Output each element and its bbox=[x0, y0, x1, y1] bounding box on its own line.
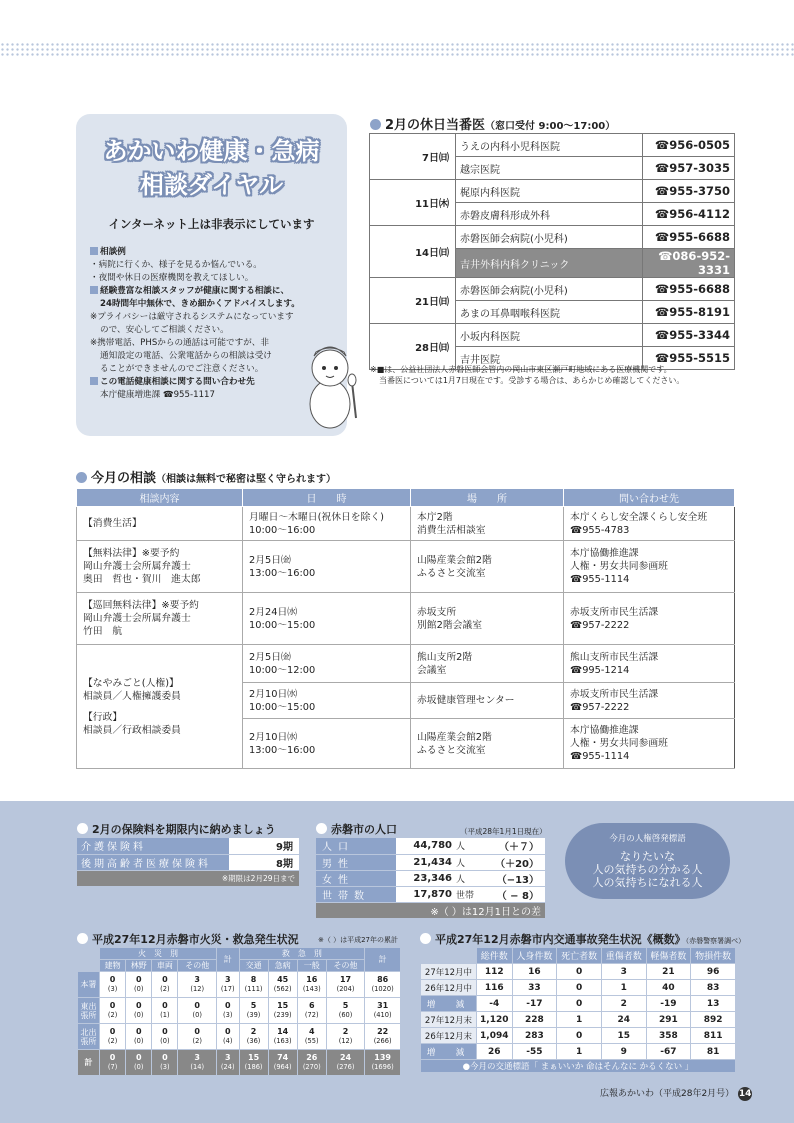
slogan-line: なりたいな bbox=[620, 850, 675, 863]
table-cell: 2 (36) bbox=[239, 1024, 268, 1050]
column-header: 場 所 bbox=[411, 489, 564, 507]
table-cell: 13 bbox=[691, 996, 736, 1012]
table-cell: ☎955-3750 bbox=[643, 180, 735, 203]
table-cell: 赤磐皮膚科形成外科 bbox=[456, 203, 643, 226]
table-cell: 3 (24) bbox=[216, 1050, 239, 1076]
table-cell: 0 (0) bbox=[126, 1024, 152, 1050]
column-header bbox=[78, 948, 100, 972]
table-row bbox=[421, 1028, 736, 1044]
table-cell: 27年12月中 bbox=[421, 964, 477, 980]
column-header: 相談内容 bbox=[77, 489, 243, 507]
table-cell: -4 bbox=[477, 996, 513, 1012]
consult-table bbox=[76, 488, 735, 769]
table-cell: （−13） bbox=[480, 870, 545, 886]
table-cell: 14 (163) bbox=[268, 1024, 297, 1050]
table-cell: 本庁くらし安全課くらし安全班 ☎955-4783 bbox=[564, 507, 735, 541]
privacy-note: ので、安心してご相談ください。 bbox=[100, 325, 229, 335]
table-cell: -67 bbox=[646, 1044, 691, 1060]
table-cell: 熊山支所市民生活課 ☎995-1214 bbox=[564, 645, 735, 683]
round-bullet-icon bbox=[76, 472, 87, 483]
table-row bbox=[77, 838, 299, 854]
table-cell: 0 (0) bbox=[126, 998, 152, 1024]
table-cell: 吉井医院 bbox=[456, 347, 643, 370]
table-cell: ☎955-6688 bbox=[643, 278, 735, 301]
consult-title: 今月の相談（相談は無料で秘密は堅く守られます） bbox=[76, 467, 336, 486]
table-cell: 2月10日㈬ 13:00〜16:00 bbox=[243, 719, 411, 769]
example-item: ・病院に行くか、様子を見るか悩んでいる。 bbox=[90, 260, 262, 270]
table-cell: 越宗医院 bbox=[456, 157, 643, 180]
table-row bbox=[421, 964, 736, 980]
table-cell: 人 bbox=[456, 854, 480, 870]
table-cell: 本署 bbox=[78, 972, 100, 998]
column-header: 計 bbox=[365, 948, 401, 972]
table-cell: 人 bbox=[456, 838, 480, 854]
column-header: 林野 bbox=[126, 960, 152, 972]
column-header: 人身件数 bbox=[512, 948, 557, 964]
round-bullet-icon bbox=[420, 933, 431, 944]
table-cell: 0 (0) bbox=[126, 1050, 152, 1076]
table-cell: 0 (2) bbox=[178, 1024, 216, 1050]
table-cell: 0 (0) bbox=[126, 972, 152, 998]
insurance-deadline-note: ※期限は2月29日まで bbox=[77, 870, 299, 886]
table-row bbox=[77, 854, 299, 870]
table-cell: 6 (72) bbox=[297, 998, 326, 1024]
table-cell: 赤磐医師会病院(小児科) bbox=[456, 226, 643, 249]
table-row bbox=[77, 645, 735, 683]
dial-title-line2: 相談ダイヤル bbox=[139, 171, 284, 199]
table-cell: 1,120 bbox=[477, 1012, 513, 1028]
table-cell: 1 bbox=[557, 1012, 602, 1028]
table-cell: 116 bbox=[477, 980, 513, 996]
table-cell: 0 (3) bbox=[152, 1050, 178, 1076]
table-cell: 1 bbox=[557, 1044, 602, 1060]
table-cell: あまの耳鼻咽喉科医院 bbox=[456, 301, 643, 324]
table-cell: 83 bbox=[691, 980, 736, 996]
table-cell: ☎086-952-3331 bbox=[643, 249, 735, 278]
table-cell: 2月5日㈮ 13:00〜16:00 bbox=[243, 541, 411, 593]
column-header bbox=[421, 948, 477, 964]
table-cell: 計 bbox=[78, 1050, 100, 1076]
population-title: 赤磐市の人口 bbox=[316, 821, 397, 837]
table-cell: 東出張所 bbox=[78, 998, 100, 1024]
column-header: 日 時 bbox=[243, 489, 411, 507]
slogan-line: 人の気持ちの分かる人 bbox=[592, 863, 703, 876]
table-cell: 山陽産業会館2階 ふるさと交流室 bbox=[411, 541, 564, 593]
table-cell: 86 (1020) bbox=[365, 972, 401, 998]
page-number: 14 bbox=[738, 1089, 752, 1099]
table-cell: ☎955-5515 bbox=[643, 347, 735, 370]
table-cell: ☎956-4112 bbox=[643, 203, 735, 226]
table-cell: 4 (55) bbox=[297, 1024, 326, 1050]
table-cell: 増 減 bbox=[421, 996, 477, 1012]
table-cell: 【なやみごと(人権)】 相談員／人権擁護委員 【行政】 相談員／行政相談委員 bbox=[77, 645, 243, 769]
table-cell: ☎957-3035 bbox=[643, 157, 735, 180]
column-header: 急病 bbox=[268, 960, 297, 972]
column-header: 救 急 別 bbox=[239, 948, 365, 960]
table-cell: 赤磐医師会病院(小児科) bbox=[456, 278, 643, 301]
table-cell: 24 bbox=[601, 1012, 646, 1028]
column-header: 総件数 bbox=[477, 948, 513, 964]
table-cell: 【巡回無料法律】※要予約 岡山弁護士会所属弁護士 竹田 航 bbox=[77, 593, 243, 645]
square-bullet-icon bbox=[90, 286, 98, 294]
fire-emergency-table bbox=[77, 947, 401, 1076]
table-row bbox=[370, 226, 735, 249]
holiday-notes: ※■は、公益社団法人赤磐医師会管内の岡山市東区瀬戸町地域にある医療機関です。 当番医については1月7日現在です。受診する場合は、あらかじめ確認してください。 bbox=[370, 365, 685, 385]
table-cell: 0 bbox=[557, 1028, 602, 1044]
table-cell: 22 (266) bbox=[365, 1024, 401, 1050]
table-cell: 26年12月中 bbox=[421, 980, 477, 996]
table-cell: 熊山支所2階 会議室 bbox=[411, 645, 564, 683]
table-cell: 0 (2) bbox=[100, 1024, 126, 1050]
table-cell: 2 (12) bbox=[326, 1024, 364, 1050]
table-cell: 45 (562) bbox=[268, 972, 297, 998]
insurance-title: 2月の保険料を期限内に納めましょう bbox=[77, 821, 276, 837]
table-cell: 21,434 bbox=[396, 854, 456, 870]
human-rights-slogan bbox=[565, 823, 730, 899]
square-bullet-icon bbox=[90, 247, 98, 255]
population-table bbox=[316, 838, 545, 919]
table-cell: 11日㈭ bbox=[370, 180, 456, 226]
table-cell: （＋７） bbox=[480, 838, 545, 854]
round-bullet-icon bbox=[370, 119, 381, 130]
table-cell: 8 (111) bbox=[239, 972, 268, 998]
fire-note: ※（ ）は平成27年の累計 bbox=[318, 936, 398, 944]
table-cell: 2月24日㈬ 10:00〜15:00 bbox=[243, 593, 411, 645]
table-cell: うえの内科小児科医院 bbox=[456, 134, 643, 157]
table-cell: 赤坂健康管理センター bbox=[411, 683, 564, 719]
table-cell: 本庁協働推進課 人権・男女共同参画班 ☎955-1114 bbox=[564, 719, 735, 769]
table-cell: 0 (2) bbox=[100, 998, 126, 1024]
consult-subtitle: （相談は無料で秘密は堅く守られます） bbox=[156, 474, 337, 485]
table-cell: 23,346 bbox=[396, 870, 456, 886]
population-diff-note: ※（ ）は12月1日との差 bbox=[316, 902, 545, 918]
table-cell: 21 bbox=[646, 964, 691, 980]
table-cell: 3 (14) bbox=[178, 1050, 216, 1076]
table-cell: 3 (17) bbox=[216, 972, 239, 998]
table-cell: -17 bbox=[512, 996, 557, 1012]
examples-heading: 相談例 bbox=[100, 247, 126, 257]
mobile-note: ることができませんのでご注意ください。 bbox=[100, 364, 264, 374]
column-header: 火 災 別 bbox=[100, 948, 217, 960]
table-cell: 40 bbox=[646, 980, 691, 996]
table-cell: 介護保険料 bbox=[77, 838, 229, 854]
table-cell: 5 (39) bbox=[239, 998, 268, 1024]
traffic-slogan: ●今月の交通標語「 まぁいいか 命はそんなに かるくない 」 bbox=[421, 1060, 736, 1073]
table-row bbox=[370, 278, 735, 301]
table-cell: 27年12月末 bbox=[421, 1012, 477, 1028]
table-cell: ☎956-0505 bbox=[643, 134, 735, 157]
table-cell: 14日㈰ bbox=[370, 226, 456, 278]
table-cell: 男性 bbox=[316, 854, 396, 870]
table-cell: 増 減 bbox=[421, 1044, 477, 1060]
slogan-heading: 今月の人権啓発標語 bbox=[609, 834, 686, 844]
table-cell: 26 (270) bbox=[297, 1050, 326, 1076]
population-asof: （平成28年1月1日現在） bbox=[460, 827, 547, 836]
square-bullet-icon bbox=[90, 377, 98, 385]
table-cell: ☎955-6688 bbox=[643, 226, 735, 249]
table-cell: （＋20） bbox=[480, 854, 545, 870]
column-header: 物損件数 bbox=[691, 948, 736, 964]
table-cell: 吉井外科内科クリニック bbox=[456, 249, 643, 278]
traffic-source: （赤磐警察署調べ） bbox=[685, 937, 746, 945]
table-cell: 人口 bbox=[316, 838, 396, 854]
table-row bbox=[78, 1050, 401, 1076]
column-header: その他 bbox=[178, 960, 216, 972]
column-header: 建物 bbox=[100, 960, 126, 972]
round-bullet-icon bbox=[77, 933, 88, 944]
table-cell: 283 bbox=[512, 1028, 557, 1044]
table-cell: 15 (239) bbox=[268, 998, 297, 1024]
mobile-note: 通知設定の電話、公衆電話からの相談は受け bbox=[100, 351, 272, 361]
table-cell: 3 bbox=[601, 964, 646, 980]
table-cell: 山陽産業会館2階 ふるさと交流室 bbox=[411, 719, 564, 769]
insurance-table bbox=[77, 838, 299, 887]
table-cell: 0 bbox=[557, 980, 602, 996]
table-cell: 0 (2) bbox=[152, 972, 178, 998]
table-cell: 世帯 bbox=[456, 886, 480, 902]
publication-name: 広報あかいわ（平成28年2月号） bbox=[600, 1089, 735, 1099]
slogan-line: 人の気持ちになれる人 bbox=[592, 876, 703, 889]
table-cell: 44,780 bbox=[396, 838, 456, 854]
table-cell: ☎955-8191 bbox=[643, 301, 735, 324]
table-cell: 811 bbox=[691, 1028, 736, 1044]
table-cell: 5 (60) bbox=[326, 998, 364, 1024]
table-cell: 北出張所 bbox=[78, 1024, 100, 1050]
table-cell: 赤坂支所市民生活課 ☎957-2222 bbox=[564, 683, 735, 719]
table-cell: 2 bbox=[601, 996, 646, 1012]
table-row bbox=[370, 180, 735, 203]
table-cell: 3 (12) bbox=[178, 972, 216, 998]
table-cell: 26年12月末 bbox=[421, 1028, 477, 1044]
table-cell: 9期 bbox=[229, 838, 299, 854]
table-row bbox=[316, 870, 545, 886]
table-cell: 291 bbox=[646, 1012, 691, 1028]
column-header: 軽傷者数 bbox=[646, 948, 691, 964]
table-cell: 赤坂支所 別館2階会議室 bbox=[411, 593, 564, 645]
table-cell: 本庁協働推進課 人権・男女共同参画班 ☎955-1114 bbox=[564, 541, 735, 593]
table-cell: 0 bbox=[557, 964, 602, 980]
table-cell: 15 (186) bbox=[239, 1050, 268, 1076]
table-cell: 28日㈰ bbox=[370, 324, 456, 370]
table-cell: 世帯数 bbox=[316, 886, 396, 902]
table-row bbox=[78, 1024, 401, 1050]
table-cell: 15 bbox=[601, 1028, 646, 1044]
table-cell: 892 bbox=[691, 1012, 736, 1028]
health-dial-panel bbox=[76, 114, 347, 436]
table-row bbox=[316, 854, 545, 870]
holiday-hours: （窓口受付 9:00〜17:00） bbox=[485, 121, 616, 132]
table-cell: 139 (1696) bbox=[365, 1050, 401, 1076]
mobile-note: ※携帯電話、PHSからの通話は可能ですが、非 bbox=[90, 338, 269, 348]
table-row bbox=[370, 324, 735, 347]
page-footer bbox=[600, 1086, 752, 1101]
table-cell: 26 bbox=[477, 1044, 513, 1060]
column-header: 車両 bbox=[152, 960, 178, 972]
table-row bbox=[316, 886, 545, 902]
table-cell: 17,870 bbox=[396, 886, 456, 902]
table-cell: 16 bbox=[512, 964, 557, 980]
table-cell: 228 bbox=[512, 1012, 557, 1028]
table-cell: 24 (276) bbox=[326, 1050, 364, 1076]
table-cell: 33 bbox=[512, 980, 557, 996]
contact-heading: この電話健康相談に関する問い合わせ先 bbox=[100, 377, 255, 387]
dial-title-line1: あかいわ健康・急病 bbox=[103, 137, 320, 165]
traffic-accident-table bbox=[420, 947, 736, 1073]
example-item: ・夜間や休日の医療機関を教えてほしい。 bbox=[90, 273, 254, 283]
table-row bbox=[370, 134, 735, 157]
column-header: 交通 bbox=[239, 960, 268, 972]
holiday-doctors-table bbox=[369, 133, 735, 370]
table-cell: 96 bbox=[691, 964, 736, 980]
table-cell: 梶原内科医院 bbox=[456, 180, 643, 203]
privacy-note: ※プライバシーは厳守されるシステムになっています bbox=[90, 312, 294, 322]
table-row bbox=[78, 998, 401, 1024]
table-cell: 0 (3) bbox=[216, 998, 239, 1024]
table-cell: 0 (1) bbox=[152, 998, 178, 1024]
table-row bbox=[78, 972, 401, 998]
table-cell: 9 bbox=[601, 1044, 646, 1060]
table-cell: 0 (0) bbox=[178, 998, 216, 1024]
table-cell: 0 (4) bbox=[216, 1024, 239, 1050]
table-cell: 31 (410) bbox=[365, 998, 401, 1024]
nurse-mascot-icon bbox=[300, 332, 368, 432]
column-header: 問い合わせ先 bbox=[564, 489, 735, 507]
table-row bbox=[77, 507, 735, 541]
table-cell: 7日㈰ bbox=[370, 134, 456, 180]
table-cell: 16 (143) bbox=[297, 972, 326, 998]
table-cell: 74 (964) bbox=[268, 1050, 297, 1076]
table-cell: 小坂内科医院 bbox=[456, 324, 643, 347]
table-cell: 月曜日〜木曜日(祝休日を除く) 10:00〜16:00 bbox=[243, 507, 411, 541]
table-cell: 1 bbox=[601, 980, 646, 996]
round-bullet-icon bbox=[77, 823, 88, 834]
header-dot-band bbox=[0, 42, 794, 58]
internet-hidden-note: インターネット上は非表示にしています bbox=[108, 217, 315, 231]
column-header: 一般 bbox=[297, 960, 326, 972]
table-cell: 女性 bbox=[316, 870, 396, 886]
round-bullet-icon bbox=[316, 823, 327, 834]
table-cell: 358 bbox=[646, 1028, 691, 1044]
table-row bbox=[77, 541, 735, 593]
table-cell: 【消費生活】 bbox=[77, 507, 243, 541]
fire-title: 平成27年12月赤磐市火災・救急発生状況 bbox=[77, 931, 299, 947]
holiday-title: 2月の休日当番医（窓口受付 9:00〜17:00） bbox=[370, 114, 615, 133]
table-cell: 112 bbox=[477, 964, 513, 980]
traffic-title: 平成27年12月赤磐市内交通事故発生状況《概数》（赤磐警察署調べ） bbox=[420, 931, 745, 947]
table-cell: ☎955-3344 bbox=[643, 324, 735, 347]
table-cell: 21日㈰ bbox=[370, 278, 456, 324]
staff-text: 24時間年中無休で、きめ細かくアドバイスします。 bbox=[100, 299, 300, 309]
table-cell: -55 bbox=[512, 1044, 557, 1060]
table-cell: 0 (3) bbox=[100, 972, 126, 998]
table-cell: （ − 8） bbox=[480, 886, 545, 902]
table-cell: 本庁2階 消費生活相談室 bbox=[411, 507, 564, 541]
contact-info: 本庁健康増進課 ☎955-1117 bbox=[100, 390, 215, 400]
table-row bbox=[421, 1044, 736, 1060]
table-cell: 8期 bbox=[229, 854, 299, 870]
column-header: 死亡者数 bbox=[557, 948, 602, 964]
staff-text: 経験豊富な相談スタッフが健康に関する相談に、 bbox=[100, 286, 290, 296]
table-cell: 人 bbox=[456, 870, 480, 886]
table-cell: 0 (7) bbox=[100, 1050, 126, 1076]
table-cell: 0 bbox=[557, 996, 602, 1012]
table-cell: 2月10日㈬ 10:00〜15:00 bbox=[243, 683, 411, 719]
table-cell: 2月5日㈮ 10:00〜12:00 bbox=[243, 645, 411, 683]
table-cell: 後期高齢者医療保険料 bbox=[77, 854, 229, 870]
column-header: 計 bbox=[216, 948, 239, 972]
table-row bbox=[316, 838, 545, 854]
table-cell: 0 (0) bbox=[152, 1024, 178, 1050]
table-row bbox=[421, 980, 736, 996]
table-cell: 1,094 bbox=[477, 1028, 513, 1044]
table-cell: 【無料法律】※要予約 岡山弁護士会所属弁護士 奥田 哲也・賀川 進太郎 bbox=[77, 541, 243, 593]
table-row bbox=[421, 1012, 736, 1028]
table-cell: 17 (204) bbox=[326, 972, 364, 998]
column-header: その他 bbox=[326, 960, 364, 972]
table-cell: 赤坂支所市民生活課 ☎957-2222 bbox=[564, 593, 735, 645]
table-cell: -19 bbox=[646, 996, 691, 1012]
column-header: 重傷者数 bbox=[601, 948, 646, 964]
table-row bbox=[421, 996, 736, 1012]
table-row bbox=[77, 593, 735, 645]
table-cell: 81 bbox=[691, 1044, 736, 1060]
